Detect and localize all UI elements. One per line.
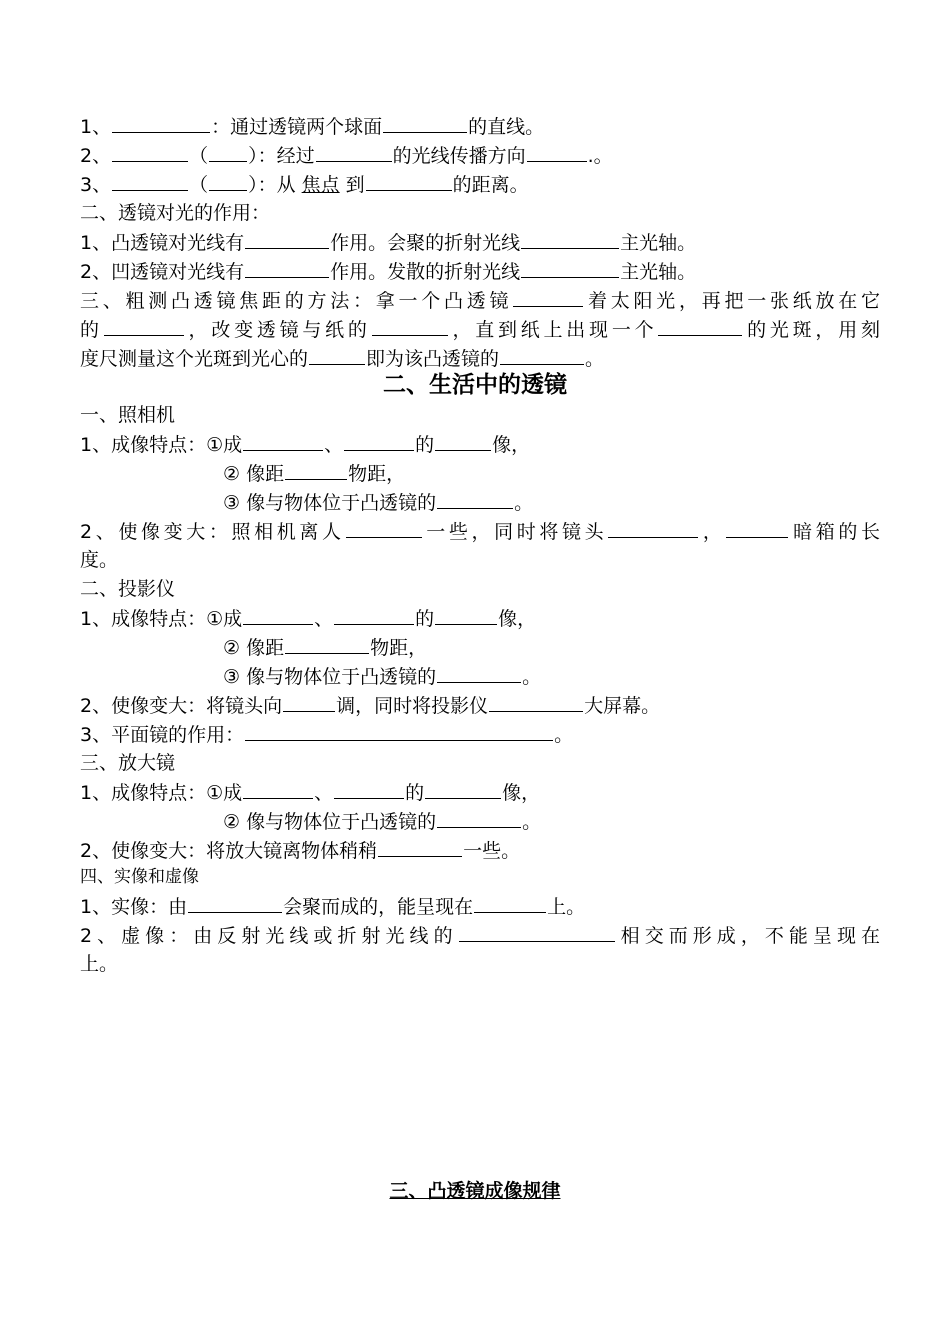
fill-blank[interactable]: [334, 604, 414, 625]
projector-image-side: ③ 像与物体位于凸透镜的 。: [223, 662, 950, 691]
projector-imaging-features: 1、成像特点：①成 、 的 像，: [80, 604, 880, 633]
fill-blank[interactable]: [425, 778, 501, 799]
convex-lens-effect: 1、凸透镜对光线有 作用。会聚的折射光线 主光轴。: [80, 228, 880, 257]
fill-blank[interactable]: [344, 430, 414, 451]
camera-enlarge-image: 2、使像变大：照相机离人 一些，同时将镜头 ， 暗箱的长: [80, 517, 880, 546]
definition-optical-center: 2、 （ ）：经过 的光线传播方向 .。: [80, 141, 880, 170]
fill-blank[interactable]: [521, 257, 619, 278]
camera-enlarge-image-cont: 度。: [80, 549, 119, 571]
fill-blank[interactable]: [209, 141, 247, 162]
fill-blank[interactable]: [435, 604, 497, 625]
fill-blank[interactable]: [658, 315, 742, 336]
section-title-lens-effect: 二、透镜对光的作用：: [80, 202, 271, 224]
real-image-definition: 1、实像：由 会聚而成的，能呈现在 上。: [80, 892, 880, 921]
plane-mirror-effect: 3、平面镜的作用： 。: [80, 720, 880, 749]
projector-enlarge-image: 2、使像变大：将镜头向 调，同时将投影仪 大屏幕。: [80, 691, 880, 720]
fill-blank[interactable]: [437, 488, 513, 509]
fill-blank[interactable]: [112, 170, 188, 191]
fill-blank[interactable]: [285, 459, 347, 480]
fill-blank[interactable]: [437, 807, 521, 828]
fill-blank[interactable]: [104, 315, 184, 336]
virtual-image-definition: 2、虚像：由反射光线或折射光线的 相交而形成，不能呈现在: [80, 921, 880, 950]
fill-blank[interactable]: [366, 170, 452, 191]
fill-blank[interactable]: [372, 315, 448, 336]
camera-title: 一、照相机: [80, 404, 176, 426]
camera-image-side: ③ 像与物体位于凸透镜的 。: [223, 488, 950, 517]
fill-blank[interactable]: [435, 430, 491, 451]
concave-lens-effect: 2、凹透镜对光线有 作用。发散的折射光线 主光轴。: [80, 257, 880, 286]
fill-blank[interactable]: [346, 517, 422, 538]
projector-image-distance: ② 像距 物距，: [223, 633, 950, 662]
fill-blank[interactable]: [243, 430, 323, 451]
fill-blank[interactable]: [188, 892, 282, 913]
fill-blank[interactable]: [513, 286, 583, 307]
virtual-image-definition-cont: 上。: [80, 953, 119, 975]
fill-blank[interactable]: [245, 228, 329, 249]
focal-length-method-line1: 三、粗测凸透镜焦距的方法：拿一个凸透镜 着太阳光，再把一张纸放在它: [80, 286, 880, 315]
focal-length-method-line3: 度尺测量这个光斑到光心的 即为该凸透镜的 。: [80, 344, 880, 373]
fill-blank[interactable]: [112, 141, 188, 162]
images-title: 四、实像和虚像: [80, 867, 199, 887]
fill-blank[interactable]: [459, 921, 615, 942]
fill-blank[interactable]: [112, 112, 210, 133]
fill-blank[interactable]: [309, 344, 365, 365]
fill-blank[interactable]: [334, 778, 404, 799]
definition-principal-axis: 1、 ：通过透镜两个球面 的直线。: [80, 112, 880, 141]
fill-blank[interactable]: [726, 517, 788, 538]
magnifier-imaging-features: 1、成像特点：①成 、 的 像，: [80, 778, 880, 807]
fill-blank[interactable]: [500, 344, 584, 365]
fill-blank[interactable]: [527, 141, 587, 162]
fill-blank[interactable]: [209, 170, 247, 191]
fill-blank[interactable]: [316, 141, 392, 162]
projector-title: 二、投影仪: [80, 578, 176, 600]
underlined-term: 焦点: [301, 174, 340, 196]
magnifier-title: 三、放大镜: [80, 752, 176, 774]
fill-blank[interactable]: [474, 892, 546, 913]
focal-length-method-line2: 的 ，改变透镜与纸的 ，直到纸上出现一个 的光斑，用刻: [80, 315, 880, 344]
fill-blank[interactable]: [378, 836, 462, 857]
heading-lenses-in-life: 二、生活中的透镜: [383, 372, 567, 398]
camera-image-distance: ② 像距 物距，: [223, 459, 950, 488]
fill-blank[interactable]: [283, 691, 335, 712]
definition-focal-length: 3、 （ ）：从 焦点 到 的距离。: [80, 170, 880, 199]
magnifier-image-side: ② 像与物体位于凸透镜的 。: [223, 807, 950, 836]
camera-imaging-features: 1、成像特点：①成 、 的 像，: [80, 430, 880, 459]
fill-blank[interactable]: [243, 604, 313, 625]
fill-blank[interactable]: [489, 691, 583, 712]
fill-blank[interactable]: [243, 778, 313, 799]
fill-blank[interactable]: [245, 720, 553, 741]
fill-blank[interactable]: [608, 517, 698, 538]
fill-blank[interactable]: [437, 662, 521, 683]
fill-blank[interactable]: [383, 112, 467, 133]
fill-blank[interactable]: [285, 633, 369, 654]
magnifier-enlarge-image: 2、使像变大：将放大镜离物体稍稍 一些。: [80, 836, 880, 865]
fill-blank[interactable]: [245, 257, 329, 278]
fill-blank[interactable]: [521, 228, 619, 249]
heading-convex-lens-rules: 三、凸透镜成像规律: [389, 1180, 561, 1202]
